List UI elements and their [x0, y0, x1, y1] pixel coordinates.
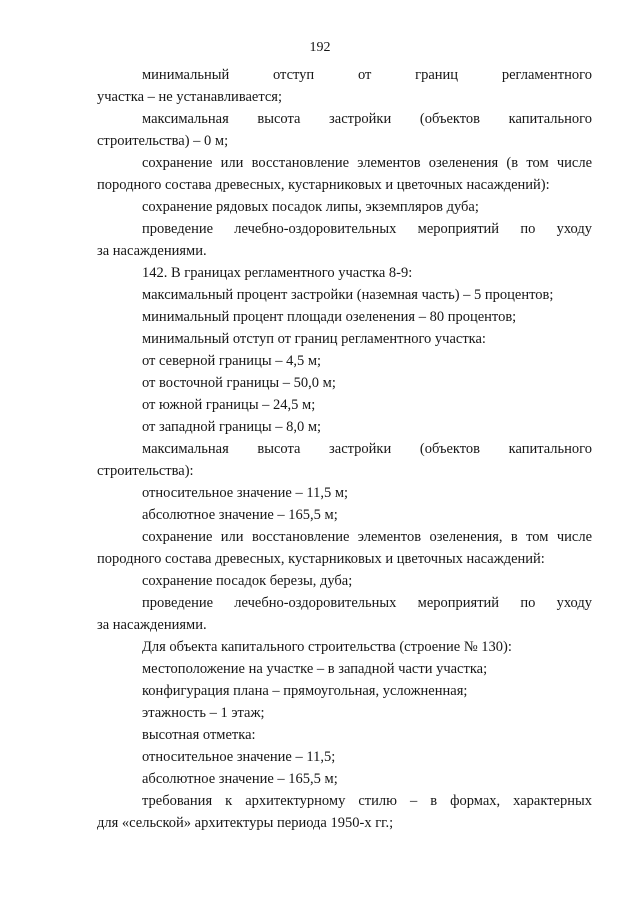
paragraph-line: участка – не устанавливается; — [97, 89, 282, 105]
paragraph-line: относительное значение – 11,5; — [142, 749, 336, 765]
paragraph-line: сохранение посадок березы, дуба; — [142, 573, 353, 589]
paragraph-line: местоположение на участке – в западной части участка; — [142, 661, 488, 677]
paragraph-line: минимальный отступ от границ регламентного участка: — [142, 331, 486, 347]
paragraph-line: конфигурация плана – прямоугольная, усложненная; — [142, 683, 468, 699]
paragraph-line: за насаждениями. — [97, 617, 207, 633]
page-number: 192 — [309, 40, 331, 55]
document-body — [97, 64, 592, 834]
paragraph-line: от восточной границы – 50,0 м; — [142, 375, 336, 391]
paragraph-line: породного состава древесных, кустарниковых и цветочных насаждений: — [97, 551, 545, 567]
paragraph-line: этажность – 1 этаж; — [142, 705, 265, 721]
paragraph-line: строительства) – 0 м; — [97, 133, 229, 149]
paragraph-line: 142. В границах регламентного участка 8-9: — [142, 265, 413, 281]
paragraph-line: от северной границы – 4,5 м; — [142, 353, 322, 369]
paragraph-line: минимальный отступ от границ регламентного — [142, 67, 592, 83]
paragraph-line: высотная отметка: — [142, 727, 256, 743]
paragraph-line: за насаждениями. — [97, 243, 207, 259]
paragraph-line: максимальный процент застройки (наземная часть) – 5 процентов; — [142, 287, 554, 303]
paragraph-line: минимальный процент площади озеленения – 80 процентов; — [142, 309, 517, 325]
paragraph-line: от южной границы – 24,5 м; — [142, 397, 316, 413]
paragraph-line: от западной границы – 8,0 м; — [142, 419, 322, 435]
paragraph-line: Для объекта капитального строительства (строение № 130): — [142, 639, 512, 655]
paragraph-line: породного состава древесных, кустарниковых и цветочных насаждений): — [97, 177, 550, 193]
paragraph-line: проведение лечебно-оздоровительных мероприятий по уходу — [142, 221, 592, 237]
paragraph-line: сохранение или восстановление элементов озеленения, в том числе — [142, 529, 592, 545]
paragraph-line: сохранение или восстановление элементов озеленения (в том числе — [142, 155, 592, 171]
paragraph-line: относительное значение – 11,5 м; — [142, 485, 349, 501]
paragraph-line: строительства): — [97, 463, 194, 479]
paragraph-line: для «сельской» архитектуры периода 1950-х гг.; — [97, 815, 394, 831]
paragraph-line: проведение лечебно-оздоровительных мероприятий по уходу — [142, 595, 592, 611]
paragraph-line: сохранение рядовых посадок липы, экземпляров дуба; — [142, 199, 479, 215]
paragraph-line: абсолютное значение – 165,5 м; — [142, 507, 338, 523]
paragraph-line: максимальная высота застройки (объектов капитального — [142, 441, 592, 457]
paragraph-line: требования к архитектурному стилю – в формах, характерных — [142, 793, 592, 809]
paragraph-line: абсолютное значение – 165,5 м; — [142, 771, 338, 787]
paragraph-line: максимальная высота застройки (объектов капитального — [142, 111, 592, 127]
